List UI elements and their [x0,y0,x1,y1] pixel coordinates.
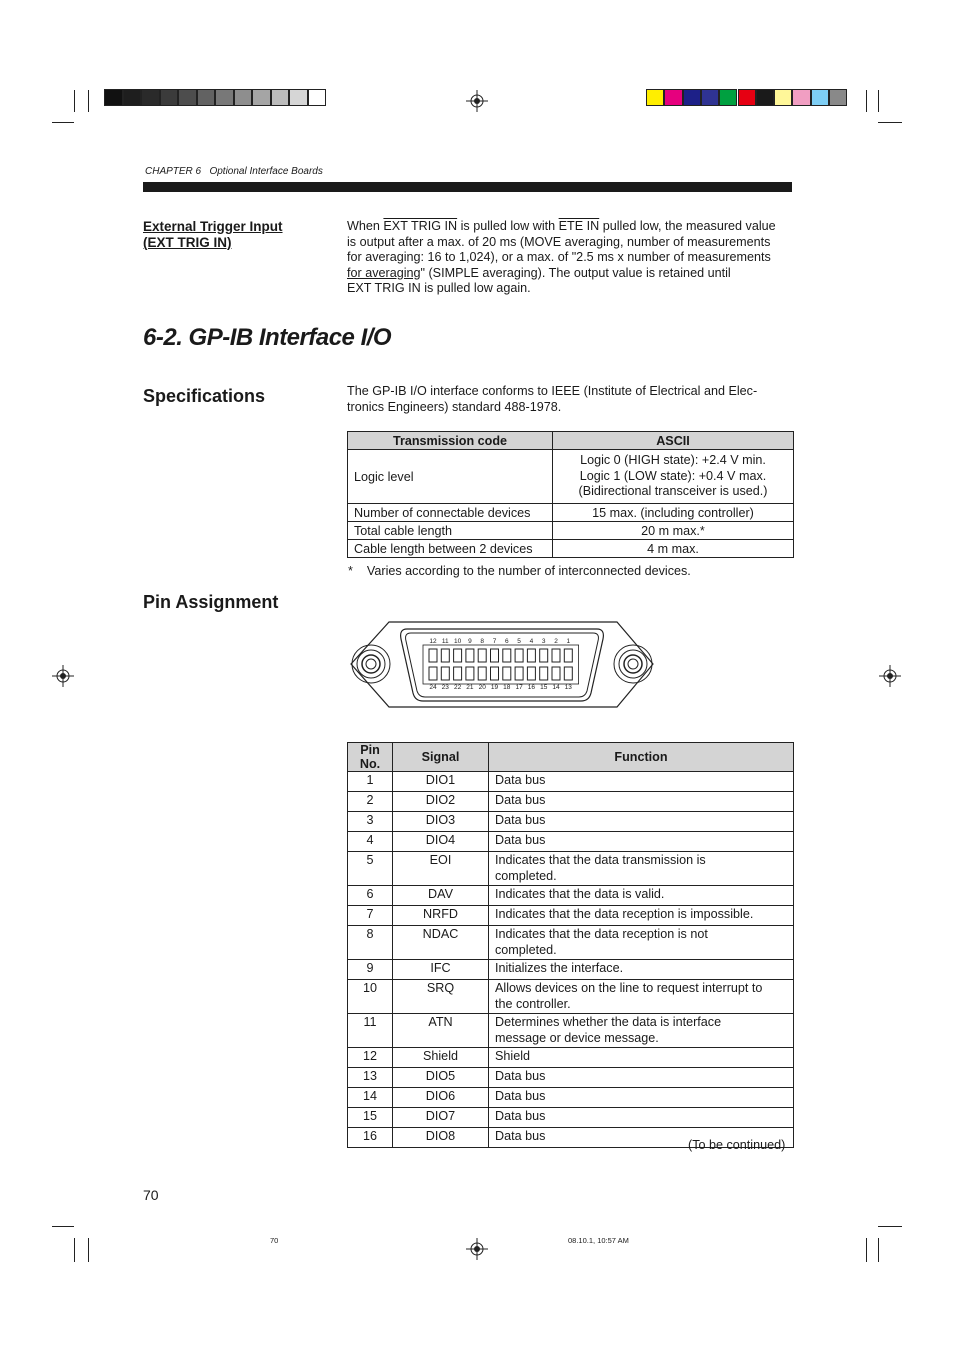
table-row [348,450,794,504]
function-line: Data bus [495,793,546,807]
crop-mark [88,1238,89,1262]
signal-cell: NRFD [393,906,489,926]
pin-slot [564,667,572,680]
section-title: 6-2. GP-IB Interface I/O [143,324,392,351]
function-line: Data bus [495,1069,546,1083]
pin-slot [454,667,462,680]
gray-swatch [160,89,179,106]
pin-number-label: 5 [517,638,521,645]
function-line: message or device message. [495,1030,659,1045]
color-swatch [738,89,756,106]
gray-swatch [252,89,271,106]
pin-slot [478,649,486,662]
table-row [348,832,794,852]
color-swatch [829,89,847,106]
signal-ext-trig-in: EXT TRIG IN [383,219,458,233]
crop-mark [52,122,74,123]
pin-number-label: 3 [541,638,546,645]
function-cell [489,926,794,960]
crop-mark [74,90,75,112]
table-cell: Total cable length [348,522,553,540]
table-row [348,504,794,522]
function-cell [489,832,794,852]
pin-number-cell: 11 [348,1014,393,1048]
text-span: When [347,219,384,233]
table-row [348,980,794,1014]
crop-mark [74,1238,75,1262]
pin-number-cell: 13 [348,1068,393,1088]
table-cell: Number of connectable devices [348,504,553,522]
cell-line: Logic 0 (HIGH state): +2.4 V min. [580,453,766,468]
pin-slot [552,649,560,662]
signal-cell: DIO7 [393,1108,489,1128]
gray-swatch [289,89,308,106]
function-cell [489,772,794,792]
registration-mark-icon [52,665,74,687]
pin-number-label: 1 [566,638,571,645]
signal-ete-in: ETE IN [558,219,600,233]
function-line: Data bus [495,1109,546,1123]
pin-number-cell: 12 [348,1048,393,1068]
pin-number-cell: 7 [348,906,393,926]
table-row [348,960,794,980]
table-cell: Cable length between 2 devices [348,540,553,558]
specifications-intro [347,384,797,415]
table-cell: 15 max. (including controller) [553,504,794,522]
pin-number-label: 9 [468,638,472,645]
table-row [348,522,794,540]
text-span: for averaging [347,265,421,280]
crop-mark [878,1226,902,1227]
function-line: Indicates that the data transmission is [495,853,706,867]
function-line: Data bus [495,1129,546,1143]
crop-mark [866,90,867,112]
connector-shell [351,622,653,707]
gray-swatch [215,89,234,106]
table-cell: Logic level [348,450,553,504]
trigger-line: is output after a max. of 20 ms (MOVE averaging, number of measurements [347,234,771,249]
table-row [348,1048,794,1068]
pin-number-label: 24 [429,684,437,691]
table-header: Function [489,743,794,772]
function-cell [489,886,794,906]
signal-cell: ATN [393,1014,489,1048]
gray-swatch [178,89,197,106]
function-cell [489,1088,794,1108]
function-cell [489,1014,794,1048]
table-row [348,812,794,832]
signal-cell: DIO2 [393,792,489,812]
pin-number-cell: 5 [348,852,393,886]
color-swatch [811,89,829,106]
pin-slot [429,667,437,680]
table-header: Pin No. [348,743,393,772]
header-rule [143,182,792,192]
signal-cell: DAV [393,886,489,906]
pin-number-label: 14 [552,684,560,691]
color-swatch [756,89,774,106]
function-line: Indicates that the data is valid. [495,887,665,901]
pin-slot [478,667,486,680]
crop-mark [52,1226,74,1227]
table-cell [553,450,794,504]
page-number: 70 [143,1187,159,1203]
gray-swatch [234,89,253,106]
trigger-line: EXT TRIG IN is pulled low again. [347,281,531,296]
pin-number-label: 13 [564,684,572,691]
pin-number-label: 17 [515,684,523,691]
signal-cell: Shield [393,1048,489,1068]
function-cell [489,1048,794,1068]
crop-mark [866,1238,867,1262]
function-cell [489,812,794,832]
function-line: Allows devices on the line to request interrupt to [495,981,763,995]
color-swatch [683,89,701,106]
signal-cell: EOI [393,852,489,886]
pin-number-label: 6 [504,638,509,645]
table-row [348,772,794,792]
table-row [348,906,794,926]
signal-cell: DIO6 [393,1088,489,1108]
color-swatch [646,89,664,106]
signal-cell: IFC [393,960,489,980]
pin-number-label: 22 [453,684,462,691]
function-line: Indicates that the data reception is impossible. [495,907,754,921]
signal-cell: DIO4 [393,832,489,852]
signal-cell: DIO5 [393,1068,489,1088]
pin-number-label: 10 [453,638,462,645]
pin-number-label: 7 [492,638,497,645]
pin-slot [454,649,462,662]
pin-slot [540,667,548,680]
left-screw-icon [352,645,390,683]
table-row [348,926,794,960]
function-line: Determines whether the data is interface [495,1015,722,1029]
function-cell [489,1108,794,1128]
table-row [348,792,794,812]
pin-number-cell: 8 [348,926,393,960]
pin-number-label: 2 [554,638,558,645]
pin-slot [564,649,572,662]
gray-swatch [123,89,142,106]
pin-slot [515,667,523,680]
color-swatch [719,89,737,106]
pin-number-label: 21 [466,684,474,691]
gray-swatch [271,89,290,106]
cell-line: Logic 1 (LOW state): +0.4 V max. [579,468,767,483]
pin-number-cell: 3 [348,812,393,832]
intro-line: The GP-IB I/O interface conforms to IEEE (Institute of Electrical and Elec- [347,384,758,398]
crop-mark [878,90,879,112]
color-swatch [664,89,682,106]
function-line: completed. [495,942,557,957]
pin-slot [441,649,449,662]
pin-number-cell: 14 [348,1088,393,1108]
color-swatch [792,89,810,106]
pin-number-label: 8 [480,638,485,645]
function-line: Data bus [495,773,546,787]
pin-slot [540,649,548,662]
trigger-description [347,219,797,297]
table-row [348,852,794,886]
trigger-heading-line1: External Trigger Input [143,219,283,234]
pin-assignment-table [347,742,794,1148]
table-row [348,1108,794,1128]
pin-number-cell: 1 [348,772,393,792]
trigger-heading [143,219,283,251]
pin-number-cell: 16 [348,1128,393,1148]
table-row [348,1088,794,1108]
table-header: Signal [393,743,489,772]
function-cell [489,960,794,980]
running-header [145,166,323,177]
signal-cell: DIO8 [393,1128,489,1148]
text-span: " (SIMPLE averaging). The output value is retained until [420,265,731,280]
pin-slot [466,667,474,680]
crop-mark [878,1238,879,1262]
chapter-label: CHAPTER 6 [145,166,202,177]
pin-number-cell: 6 [348,886,393,906]
function-line: Data bus [495,833,546,847]
registration-mark-icon [466,90,488,112]
specifications-table [347,431,794,558]
trigger-line: for averaging: 16 to 1,024), or a max. of "2.5 ms x number of measurements [347,250,771,265]
right-screw-icon [614,645,652,683]
function-cell [489,852,794,886]
pin-assignment-heading: Pin Assignment [143,592,279,612]
pin-slot [466,649,474,662]
function-line: Data bus [495,1089,546,1103]
function-line: Indicates that the data reception is not [495,927,708,941]
pin-slot [527,649,535,662]
gray-swatch [308,89,327,106]
pin-number-label: 16 [527,684,536,691]
cell-line: (Bidirectional transceiver is used.) [578,484,768,499]
table-row [348,1068,794,1088]
table-row [348,1014,794,1048]
chapter-title: Optional Interface Boards [209,166,323,177]
function-line: completed. [495,868,557,883]
function-line: Initializes the interface. [495,961,624,975]
registration-mark-icon [466,1238,488,1260]
gray-swatch [141,89,160,106]
gray-swatch [197,89,216,106]
pin-slot [429,649,437,662]
function-cell [489,980,794,1014]
pin-labels [429,638,572,691]
pin-number-cell: 2 [348,792,393,812]
crop-mark [88,90,89,112]
pin-insulator [423,645,579,684]
specifications-heading: Specifications [143,386,266,406]
function-cell [489,1068,794,1088]
table-header: ASCII [553,432,794,450]
registration-mark-icon [879,665,901,687]
pin-slot [515,649,523,662]
table-row [348,886,794,906]
signal-cell: NDAC [393,926,489,960]
continued-note: (To be continued) [688,1138,786,1152]
pin-number-label: 4 [529,638,534,645]
intro-line: tronics Engineers) standard 488-1978. [347,399,562,414]
pin-slot [503,667,511,680]
trigger-heading-line2: (EXT TRIG IN) [143,235,232,250]
pin-slots [423,645,579,684]
footnote [348,564,691,578]
function-cell [489,906,794,926]
pin-slot [503,649,511,662]
pin-slot [552,667,560,680]
pin-number-cell: 15 [348,1108,393,1128]
footnote-mark: * [348,564,353,578]
pin-number-cell: 4 [348,832,393,852]
pin-number-label: 19 [490,684,499,691]
gray-swatch [104,89,123,106]
crop-mark [878,122,902,123]
function-cell [489,792,794,812]
text-span: pulled low, the measured value [599,219,776,233]
pin-slot [491,649,499,662]
pin-slot [527,667,535,680]
color-swatch [701,89,719,106]
slug-timestamp: 08.10.1, 10:57 AM [568,1236,629,1245]
table-row [348,540,794,558]
function-line: the controller. [495,996,571,1011]
text-span: is pulled low with [457,219,559,233]
pin-slot [441,667,449,680]
pin-number-label: 18 [503,684,511,691]
signal-cell: DIO3 [393,812,489,832]
pin-number-label: 12 [429,638,437,645]
pin-number-label: 11 [441,638,449,645]
function-line: Shield [495,1049,531,1063]
table-cell: 4 m max. [553,540,794,558]
color-swatch [774,89,792,106]
pin-number-label: 20 [478,684,486,691]
signal-cell: SRQ [393,980,489,1014]
pin-number-cell: 10 [348,980,393,1014]
signal-cell: DIO1 [393,772,489,792]
slug-page: 70 [270,1236,279,1245]
pin-number-label: 15 [540,684,548,691]
function-line: Data bus [495,813,546,827]
table-cell: 20 m max.* [553,522,794,540]
gpib-connector-diagram [349,621,655,709]
pin-slot [491,667,499,680]
table-header: Transmission code [348,432,553,450]
pin-number-label: 23 [441,684,449,691]
pin-number-cell: 9 [348,960,393,980]
footnote-text: Varies according to the number of interconnected devices. [366,564,691,578]
